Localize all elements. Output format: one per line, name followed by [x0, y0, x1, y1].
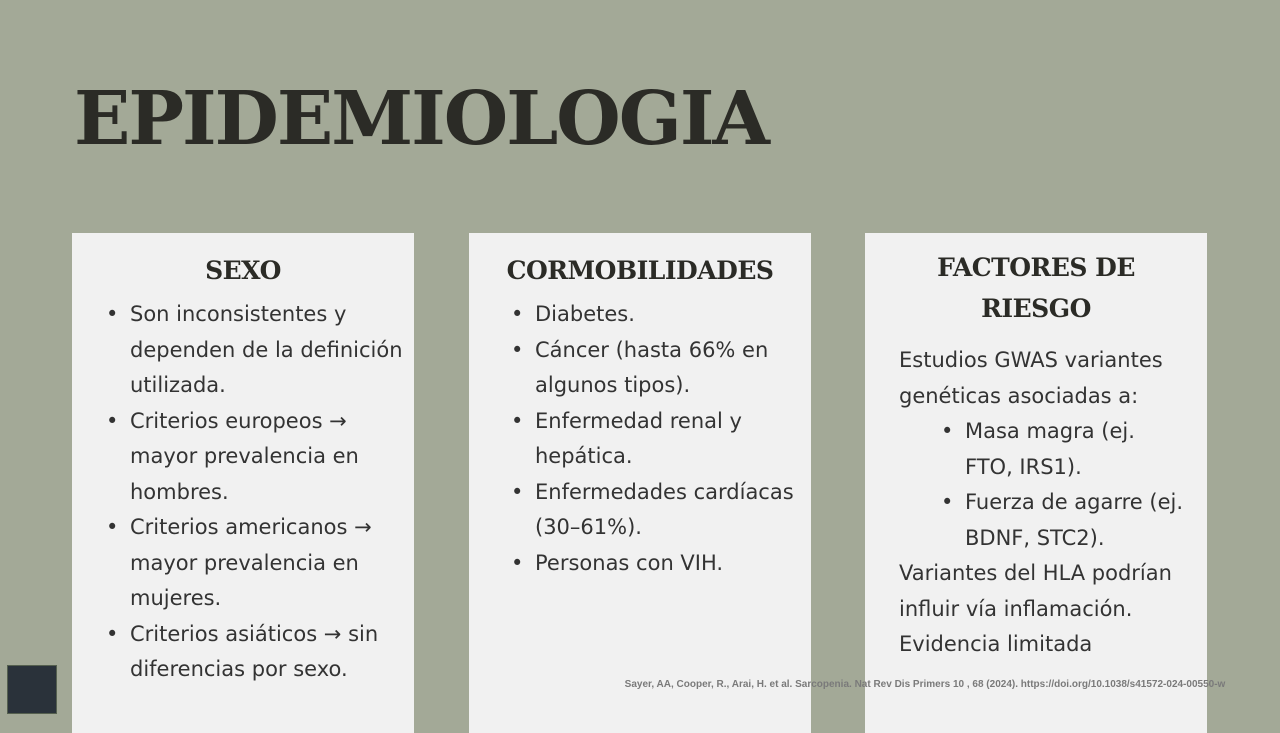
corner-decoration	[7, 665, 57, 714]
card-heading: CORMOBILIDADES	[506, 256, 774, 285]
card-comorbilidades	[469, 233, 811, 733]
citation: Sayer, AA, Cooper, R., Arai, H. et al. Sarcopenia. Nat Rev Dis Primers 10 , 68 (2024). https://doi.org/10.1038/s41572-024-00550-w	[624, 679, 1226, 690]
body-text: Variantes del HLA podrían influir vía inflamación.	[899, 561, 1172, 621]
card-factores-de-riesgo	[865, 233, 1207, 733]
body-text: Evidencia limitada	[899, 632, 1093, 656]
list-item: • Fuerza de agarre (ej. BDNF, STC2).	[941, 485, 1187, 556]
list-item: • Criterios asiáticos → sin diferencias por sexo.	[106, 617, 414, 688]
list-item: • Personas con VIH.	[511, 546, 811, 582]
intro-text: Estudios GWAS variantes genéticas asociadas a:	[899, 348, 1163, 408]
card-heading: SEXO	[205, 256, 281, 285]
list-item: • Masa magra (ej. FTO, IRS1).	[941, 414, 1187, 485]
page-title: EPIDEMIOLOGIA	[74, 76, 768, 162]
list-item: • Criterios europeos → mayor prevalencia en hombres.	[106, 404, 414, 511]
list-item: • Diabetes.	[511, 297, 811, 333]
card-heading: FACTORES DE RIESGO	[937, 253, 1135, 323]
list-item: • Cáncer (hasta 66% en algunos tipos).	[511, 333, 811, 404]
list-item: • Enfermedades cardíacas (30–61%).	[511, 475, 811, 546]
card-sexo	[72, 233, 414, 733]
list-item: • Son inconsistentes y dependen de la definición utilizada.	[106, 297, 414, 404]
list-item: • Criterios americanos → mayor prevalencia en mujeres.	[106, 510, 414, 617]
list-item: • Enfermedad renal y hepática.	[511, 404, 811, 475]
